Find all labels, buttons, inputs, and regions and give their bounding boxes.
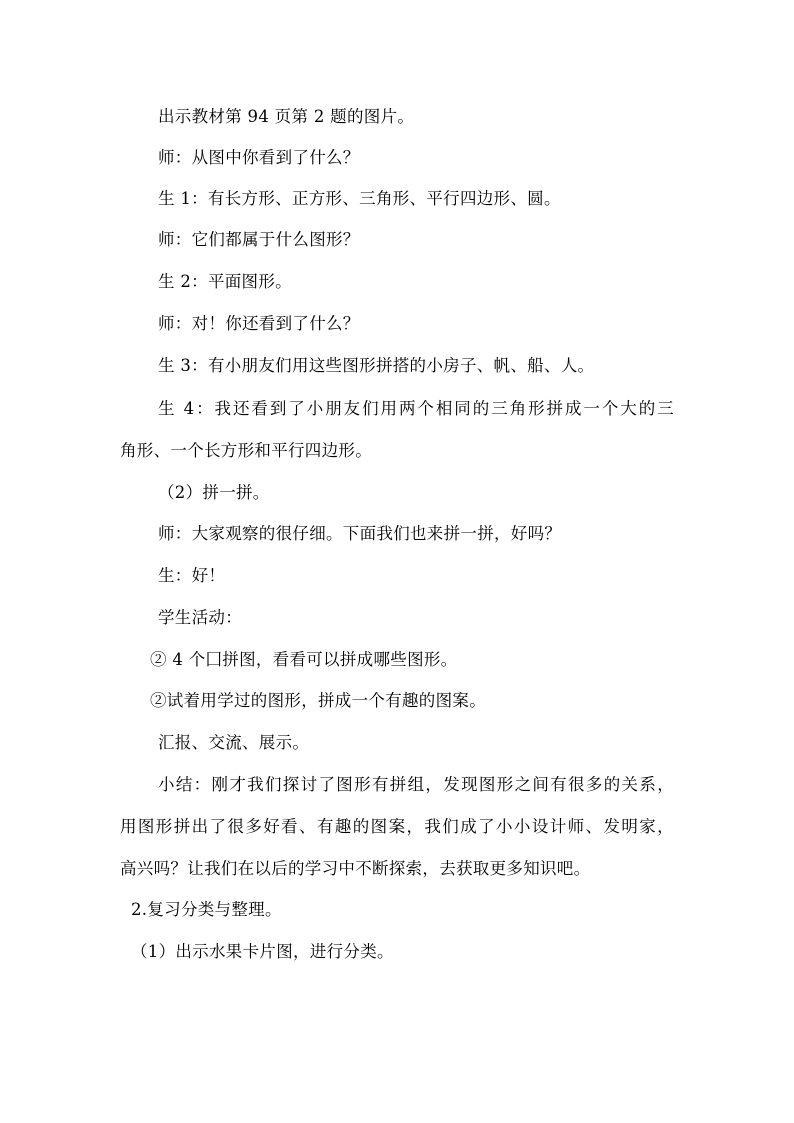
text-line-6: 师：对！你还看到了什么？ xyxy=(158,314,360,333)
text-line-20: 2.复习分类与整理。 xyxy=(131,900,282,919)
text-line-9: 角形、一个长方形和平行四边形。 xyxy=(120,441,372,460)
text-line-16: 汇报、交流、展示。 xyxy=(158,733,310,752)
text-line-18: 用图形拼出了很多好看、有趣的图案，我们成了小小设计师、发明家， xyxy=(120,817,674,836)
text-line-12: 生：好！ xyxy=(158,566,226,585)
text-line-4: 师：它们都属于什么图形？ xyxy=(158,230,360,249)
text-line-17: 小结：刚才我们探讨了图形有拼组，发现图形之间有很多的关系， xyxy=(158,775,674,794)
text-line-1: 出示教材第 94 页第 2 题的图片。 xyxy=(158,107,415,126)
text-line-21: （1）出示水果卡片图，进行分类。 xyxy=(131,942,394,961)
text-line-15: ②试着用学过的图形，拼成一个有趣的图案。 xyxy=(150,691,486,710)
text-line-5: 生 2：平面图形。 xyxy=(158,272,292,291)
text-line-13: 学生活动： xyxy=(158,608,242,627)
text-line-14: ② 4 个囗拼图，看看可以拼成哪些图形。 xyxy=(150,650,458,669)
text-line-11: 师：大家观察的很仔细。下面我们也来拼一拼，好吗？ xyxy=(158,524,562,543)
text-line-19: 高兴吗？让我们在以后的学习中不断探索，去获取更多知识吧。 xyxy=(120,859,591,878)
text-line-8: 生 4：我还看到了小朋友们用两个相同的三角形拼成一个大的三 xyxy=(158,399,674,418)
text-line-2: 师：从图中你看到了什么？ xyxy=(158,148,360,167)
text-line-3: 生 1：有长方形、正方形、三角形、平行四边形、圆。 xyxy=(158,189,561,208)
text-line-7: 生 3：有小朋友们用这些图形拼搭的小房子、帆、船、人。 xyxy=(158,356,595,375)
text-line-10: （2）拼一拼。 xyxy=(158,483,270,502)
